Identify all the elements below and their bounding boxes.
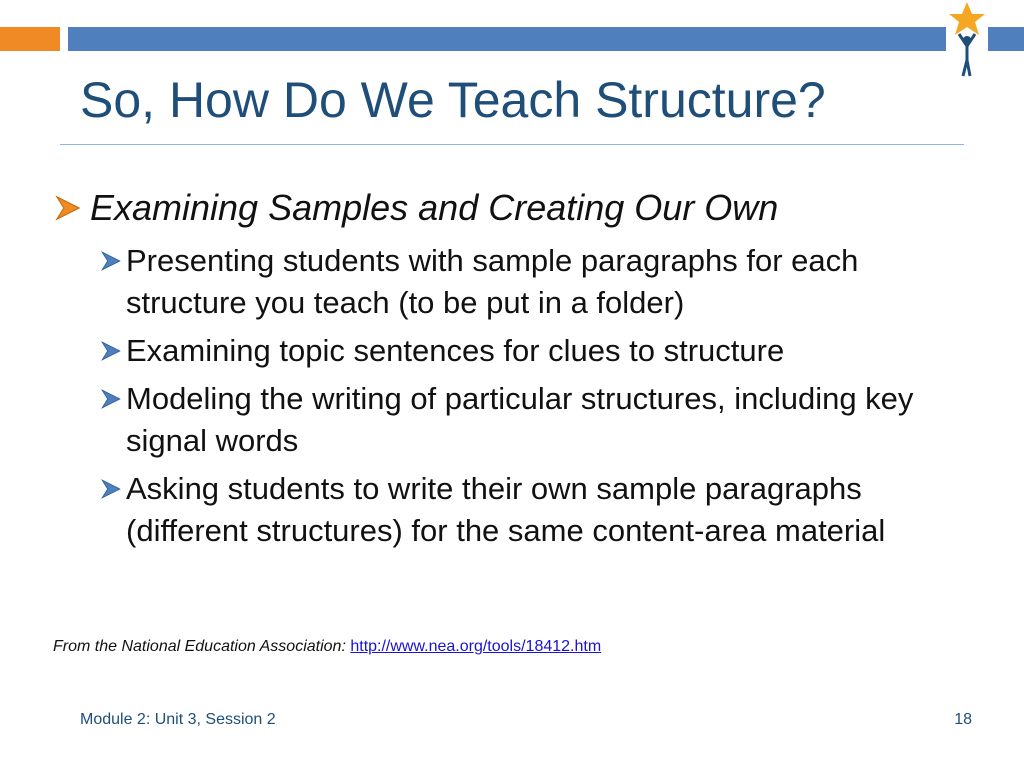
page-number: 18	[954, 711, 972, 728]
sub-bullet-text: Modeling the writing of particular structures, including key signal words	[126, 381, 914, 458]
slide-title: So, How Do We Teach Structure?	[80, 72, 826, 128]
star-person-logo-icon	[946, 0, 988, 78]
sub-bullet-text: Asking students to write their own sample paragraphs (different structures) for the same content-area material	[126, 471, 886, 548]
main-bullet	[54, 182, 974, 234]
main-bullet-text: Examining Samples and Creating Our Own	[90, 187, 779, 228]
orange-arrow-icon	[54, 194, 82, 222]
sub-bullet	[100, 240, 974, 324]
sub-bullet-text: Presenting students with sample paragraphs for each structure you teach (to be put in a folder)	[126, 243, 859, 320]
citation-link[interactable]: http://www.nea.org/tools/18412.htm	[350, 638, 602, 655]
blue-arrow-icon	[100, 478, 122, 500]
citation	[53, 638, 601, 656]
blue-arrow-icon	[100, 250, 122, 272]
title-divider	[60, 144, 964, 145]
header-accent-blue-bar	[68, 27, 946, 51]
footer-module-label: Module 2: Unit 3, Session 2	[80, 711, 276, 728]
header-accent-orange-bar	[0, 27, 60, 51]
header-accent-blue-bar-right	[988, 27, 1024, 51]
blue-arrow-icon	[100, 388, 122, 410]
blue-arrow-icon	[100, 340, 122, 362]
sub-bullet	[100, 330, 974, 372]
sub-bullet	[100, 468, 974, 552]
bullet-list	[54, 182, 974, 552]
citation-lead: From the National Education Association:	[53, 638, 351, 655]
sub-bullet	[100, 378, 974, 462]
sub-bullet-text: Examining topic sentences for clues to structure	[126, 333, 785, 368]
